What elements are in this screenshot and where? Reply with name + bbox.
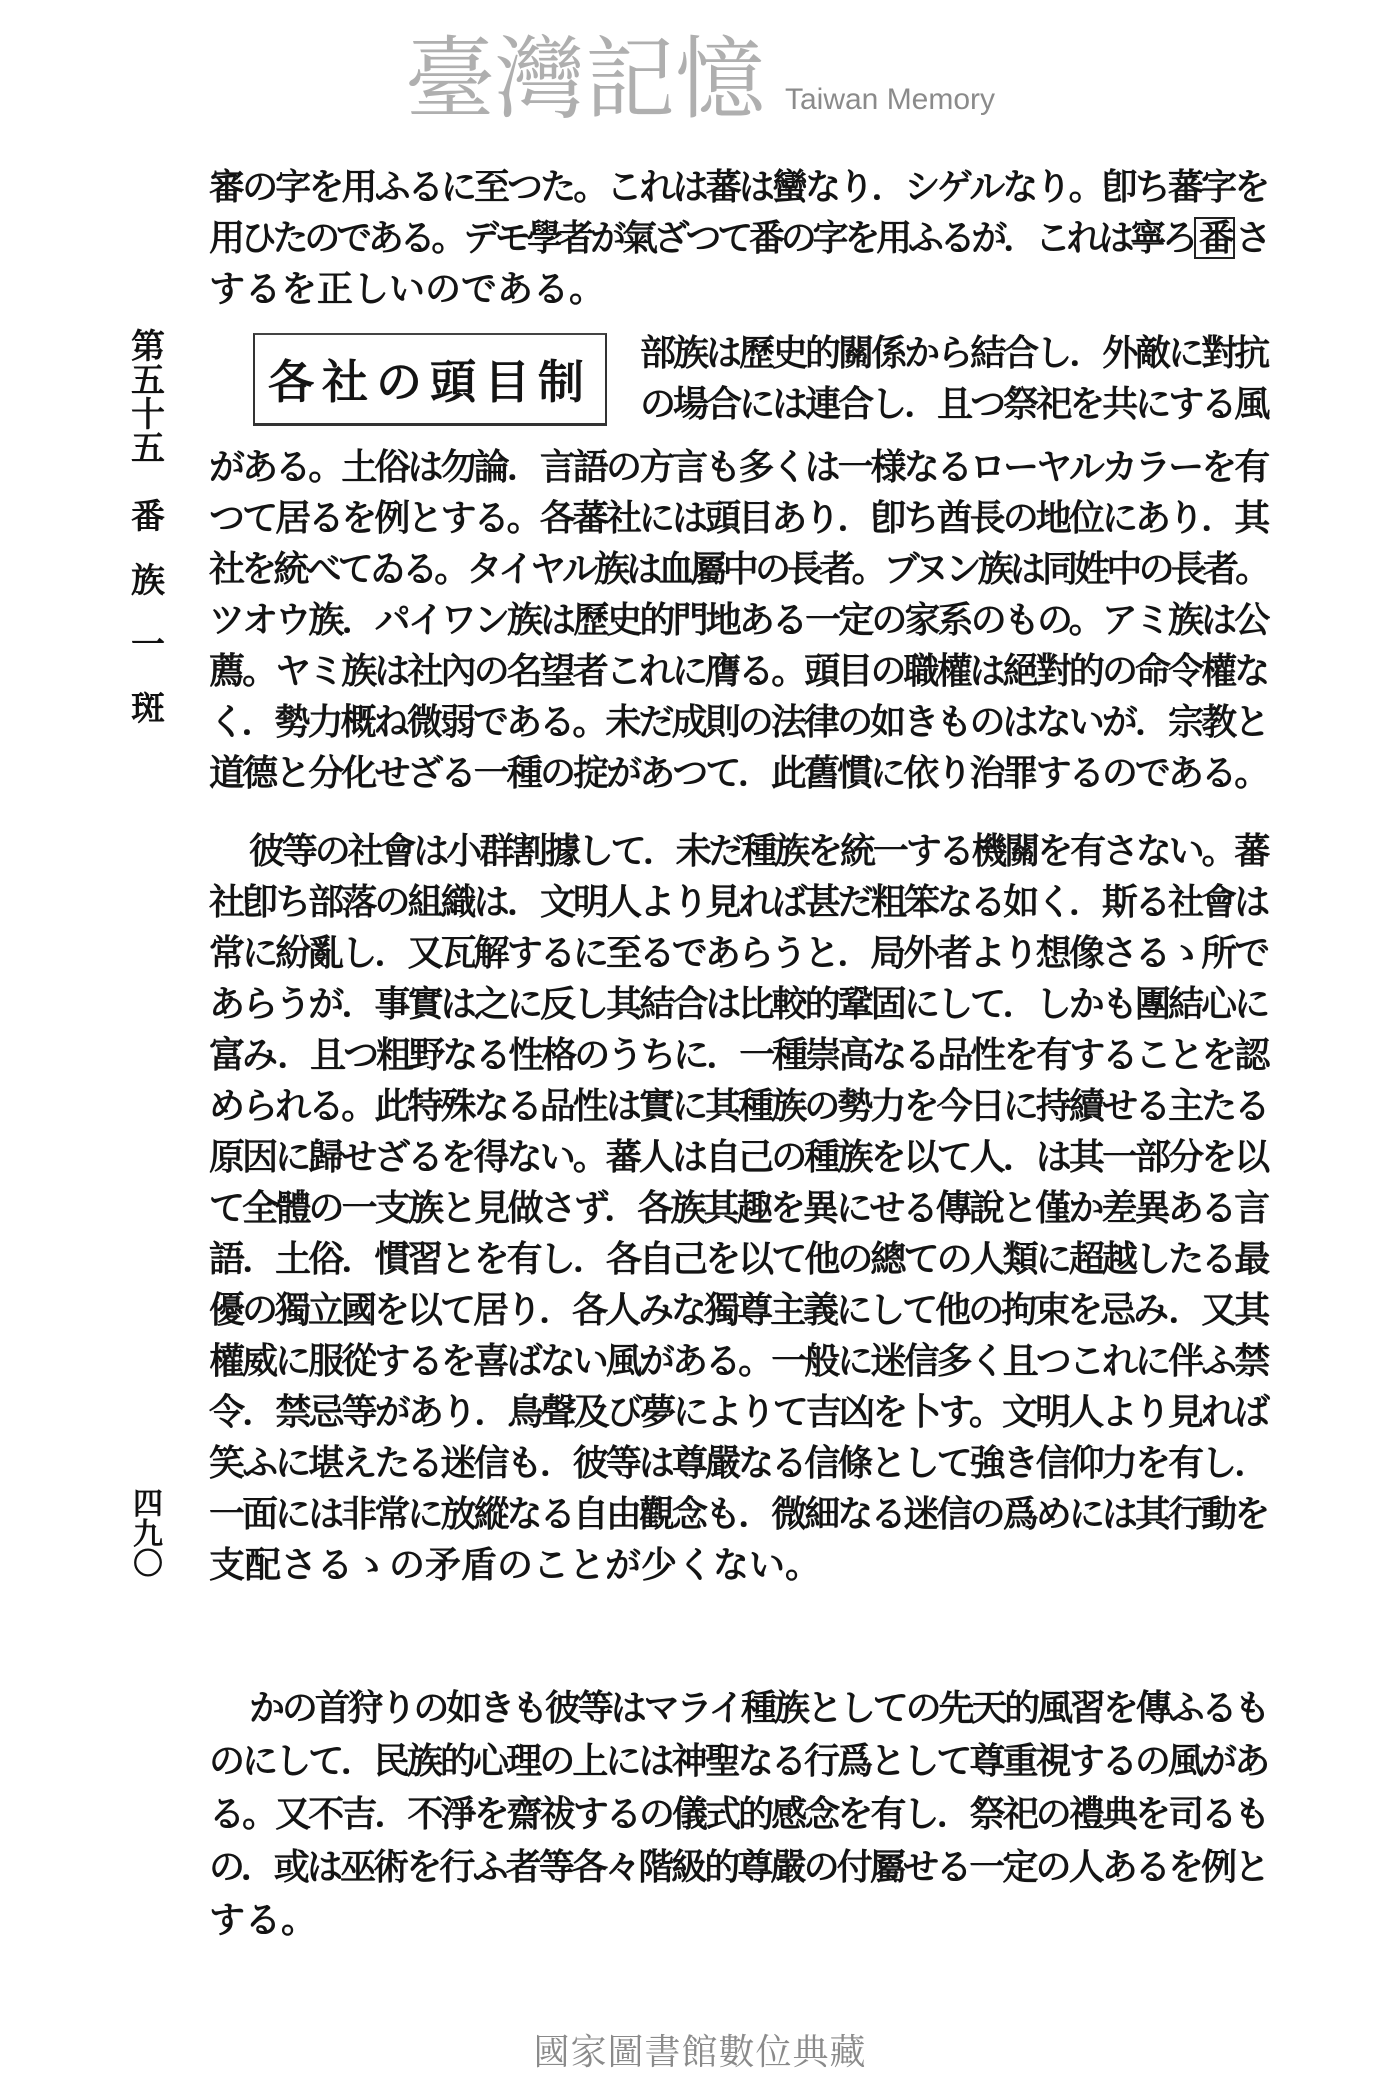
text-line: て全體の一支族と見做さず．各族其趣を異にせる傳說と僅か差異ある言: [209, 1187, 1267, 1229]
text-line: 令．禁忌等があり．鳥聲及び夢によりて吉凶を卜す。文明人より見れば: [209, 1391, 1267, 1433]
text-line: する。: [209, 1899, 318, 1941]
text-line: る。又不吉．不淨を齋祓するの儀式的感念を有し．祭祀の禮典を司るも: [209, 1793, 1267, 1835]
text-line: 審の字を用ふるに至つた。これは蕃は蠻なり．シゲルなり。卽ち蕃字を: [209, 166, 1267, 208]
text-line: 社を統べてゐる。タイヤル族は血屬中の長者。ブヌン族は同姓中の長者。: [209, 548, 1267, 590]
margin-char: 五: [131, 429, 165, 469]
text-span: 用ひたのである。デモ學者が氣ざつて番の字を用ふるが．これは寧ろ: [209, 217, 1194, 259]
page-number: [128, 1487, 168, 1582]
text-line: がある。土俗は勿論．言語の方言も多くは一様なるローヤルカラーを有: [209, 446, 1267, 488]
section-heading: 各社の頭目制: [253, 333, 607, 426]
text-line: 部族は歷史的關係から結合し．外敵に對抗: [640, 332, 1267, 374]
margin-chapter-label: [128, 327, 168, 469]
text-line: ツオウ族．パイワン族は歷史的門地ある一定の家系のもの。アミ族は公: [209, 599, 1267, 641]
page-number-char: 九: [133, 1517, 163, 1552]
margin-char: 斑: [131, 689, 165, 729]
text-line: 一面には非常に放縱なる自由觀念も．微細なる迷信の爲めには其行動を: [209, 1493, 1267, 1535]
margin-char: 十: [131, 395, 165, 435]
boxed-character: 番: [1194, 217, 1235, 259]
text-line: 優の獨立國を以て居り．各人みな獨尊主義にして他の拘束を忌み．又其: [209, 1289, 1267, 1331]
watermark: [0, 27, 1400, 132]
watermark-subtitle: Taiwan Memory: [784, 83, 996, 116]
text-line: 彼等の社會は小群割據して．未だ種族を統一する機關を有さない。蕃: [249, 830, 1267, 872]
text-line: 笑ふに堪えたる迷信も．彼等は尊嚴なる信條として強き信仰力を有し．: [209, 1442, 1267, 1484]
watermark-logo: 臺灣記憶: [404, 27, 765, 132]
margin-char: 族: [131, 561, 165, 601]
text-line: められる。此特殊なる品性は實に其種族の勢力を今日に持續せる主たる: [209, 1085, 1267, 1127]
text-line: 原因に歸せざるを得ない。蕃人は自己の種族を以て人．は其一部分を以: [209, 1136, 1267, 1178]
paragraph-2: [209, 826, 1267, 1591]
text-line: 權威に服從するを喜ばない風がある。一般に迷信多く且つこれに伴ふ禁: [209, 1340, 1267, 1382]
paragraph-3: [209, 1682, 1267, 1947]
page-number-char: 〇: [133, 1547, 163, 1582]
margin-char: 五: [131, 361, 165, 401]
text-line: 薦。ヤミ族は社內の名望者これに膺る。頭目の職權は絕對的の命令權な: [209, 650, 1267, 692]
margin-char: 番: [131, 497, 165, 537]
text-line: の場合には連合し．且つ祭祀を共にする風: [640, 383, 1267, 425]
text-line: のにして．民族的心理の上には神聖なる行爲として尊重視するの風があ: [209, 1740, 1267, 1782]
text-line: かの首狩りの如きも彼等はマライ種族としての先天的風習を傳ふるも: [249, 1687, 1267, 1729]
text-line: の．或は巫術を行ふ者等各々階級的尊嚴の付屬せる一定の人あるを例と: [209, 1846, 1267, 1888]
text-line: あらうが．事實は之に反し其結合は比較的鞏固にして．しかも團結心に: [209, 983, 1267, 1025]
heading-side-text: [640, 328, 1267, 430]
margin-char: 第: [131, 327, 165, 367]
text-line: 社卽ち部落の組織は．文明人より見れば甚だ粗笨なる如く．斯る社會は: [209, 881, 1267, 923]
text-line: 富み．且つ粗野なる性格のうちに．一種崇高なる品性を有することを認: [209, 1034, 1267, 1076]
paragraph-1: [209, 162, 1267, 315]
text-line: するを正しいのである。: [209, 268, 606, 310]
margin-char: 一: [131, 625, 165, 665]
section-body: [209, 442, 1267, 799]
footer-credit: 國家圖書館數位典藏: [533, 2032, 867, 2073]
text-line: つて居るを例とする。各蕃社には頭目あり．卽ち酋長の地位にあり．其: [209, 497, 1267, 539]
text-span: さ: [1235, 217, 1268, 259]
text-line: 道德と分化せざる一種の掟があつて．此舊慣に依り治罪するのである。: [209, 752, 1267, 794]
text-line: 語．土俗．慣習とを有し．各自己を以て他の總ての人類に超越したる最: [209, 1238, 1267, 1280]
page-number-char: 四: [133, 1487, 163, 1522]
text-line: 常に紛亂し．又瓦解するに至るであらうと．局外者より想像さるゝ所で: [209, 932, 1267, 974]
text-line: く．勢力概ね微弱である。未だ成則の法律の如きものはないが．宗教と: [209, 701, 1267, 743]
text-line: [209, 213, 1267, 264]
text-line: 支配さるゝの矛盾のことが少くない。: [209, 1544, 822, 1586]
margin-title-label: [128, 497, 168, 729]
